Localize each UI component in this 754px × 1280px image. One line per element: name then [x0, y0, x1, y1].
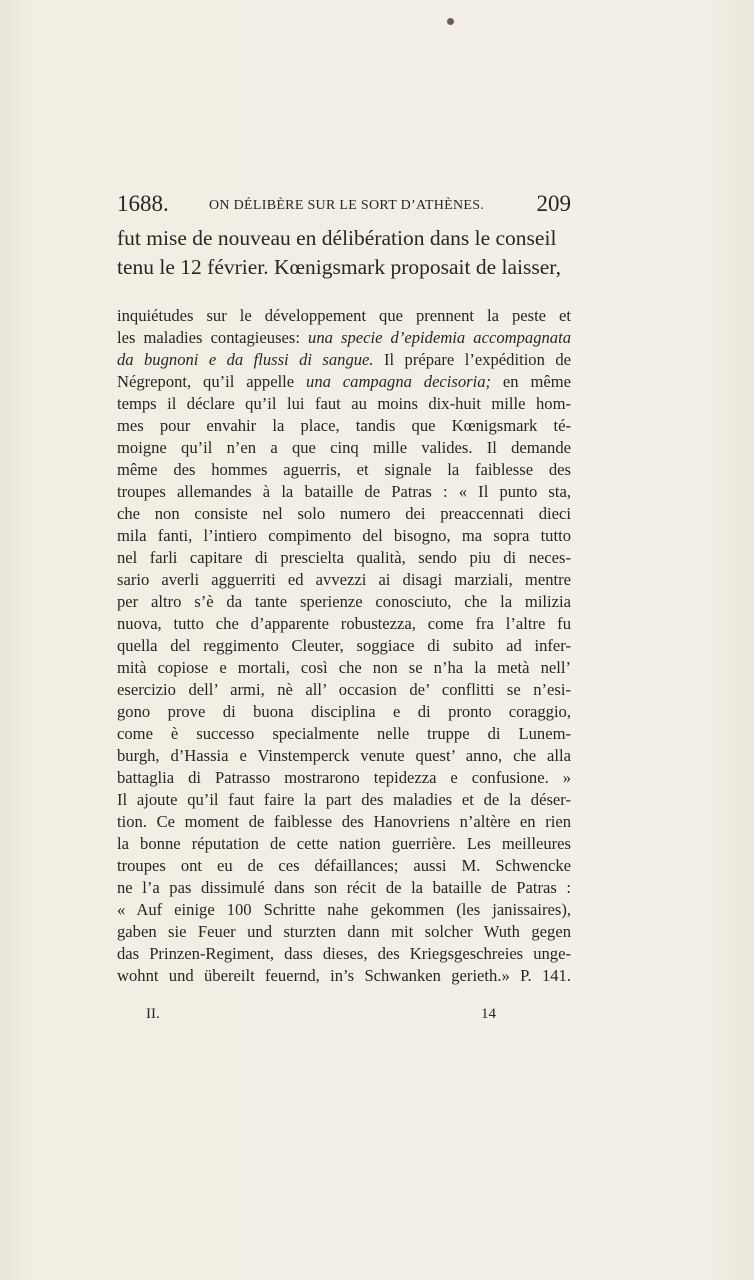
footnote-line-end: Il prépare l’expédition de	[373, 350, 571, 369]
footnote-line-end: en même	[491, 372, 571, 391]
footnote-line-start: Négrepont, qu’il appelle	[117, 372, 307, 391]
header-title: ON DÉLIBÈRE SUR LE SORT D’ATHÈNES.	[209, 198, 485, 213]
footnote-line: même des hommes aguerris, et signale la faiblesse des	[117, 460, 571, 479]
main-text-line: fut mise de nouveau en délibération dans le conseil	[117, 226, 557, 250]
footnote-line: Il ajoute qu’il faut faire la part des maladies et de la déser-	[117, 790, 571, 809]
footnote-line: mila fanti, l’intiero compimento del bisogno, ma sopra tutto	[117, 526, 571, 545]
footnote-line: gono prove di buona disciplina e di pronto coraggio,	[117, 702, 571, 721]
footnote-line: che non consiste nel solo numero dei preaccennati dieci	[117, 504, 571, 523]
ink-dot	[447, 18, 454, 25]
sheet-number: 14	[481, 1006, 496, 1022]
footnote-line: gaben sie Feuer und sturzten dann mit solcher Wuth gegen	[117, 922, 571, 941]
header-year: 1688.	[117, 191, 169, 216]
footnote-line	[117, 371, 571, 393]
footnote-italic: una specie d’epidemia accompagnata	[308, 328, 571, 347]
footnote-line: burgh, d’Hassia e Vinstemperck venute quest’ anno, che alla	[117, 746, 571, 765]
footnote-line: la bonne réputation de cette nation guerrière. Les meilleures	[117, 834, 571, 853]
footnote-italic: una campagna decisoria;	[306, 372, 492, 391]
footnote-line: troupes ont eu de ces défaillances; aussi M. Schwencke	[117, 856, 571, 875]
footnote-line: temps il déclare qu’il lui faut au moins dix-huit mille hom-	[117, 394, 571, 413]
footnote-line: come è successo specialmente nelle truppe di Lunem-	[117, 724, 571, 743]
footnote-line	[117, 327, 571, 349]
footnote-line: das Prinzen-Regiment, dass dieses, des Kriegsgeschreies unge-	[117, 944, 571, 963]
footnote-line: nel farli capitare di prescielta qualità, sendo piu di neces-	[117, 548, 571, 567]
footnote-line: nuova, tutto che d’apparente robustezza, come fra l’altre fu	[117, 614, 571, 633]
running-head	[117, 190, 571, 220]
footnote-line: battaglia di Patrasso mostrarono tepidezza e confusione. »	[117, 768, 571, 787]
footnote-line: mità copiose e mortali, così che non se n’ha la metà nell’	[117, 658, 571, 677]
footnote-line: quella del reggimento Cleuter, soggiace di subito ad infer-	[117, 636, 571, 655]
footnote-line: esercizio dell’ armi, nè all’ occasion de’ conflitti se n’esi-	[117, 680, 571, 699]
main-text-line: tenu le 12 février. Kœnigsmark proposait de laisser,	[117, 255, 561, 279]
footnote-line: wohnt und übereilt feuernd, in’s Schwanken gerieth.» P. 141.	[117, 966, 571, 985]
footnote-line: mes pour envahir la place, tandis que Kœnigsmark té-	[117, 416, 571, 435]
footnote-line	[117, 349, 571, 371]
footnote-line: tion. Ce moment de faiblesse des Hanovriens n’altère en rien	[117, 812, 571, 831]
footnote-line: ne l’a pas dissimulé dans son récit de la bataille de Patras :	[117, 878, 571, 897]
footnote-line: troupes allemandes à la bataille de Patras : « Il punto sta,	[117, 482, 571, 501]
footnote-line: « Auf einige 100 Schritte nahe gekommen (les janissaires),	[117, 900, 571, 919]
footnote-italic: da bugnoni e da flussi di sangue.	[117, 350, 374, 369]
page-number: 209	[536, 191, 571, 216]
footnote-line: moigne qu’il n’en a que cinq mille valides. Il demande	[117, 438, 571, 457]
footnote-line: per altro s’è da tante sperienze conosciuto, che la milizia	[117, 592, 571, 611]
footnote-line: sario averli agguerriti ed avvezzi ai disagi marziali, mentre	[117, 570, 571, 589]
footnote-line-start: les maladies contagieuses:	[117, 328, 309, 347]
footnote-line: inquiétudes sur le développement que prennent la peste et	[117, 306, 571, 325]
signature-mark: II.	[146, 1006, 160, 1022]
